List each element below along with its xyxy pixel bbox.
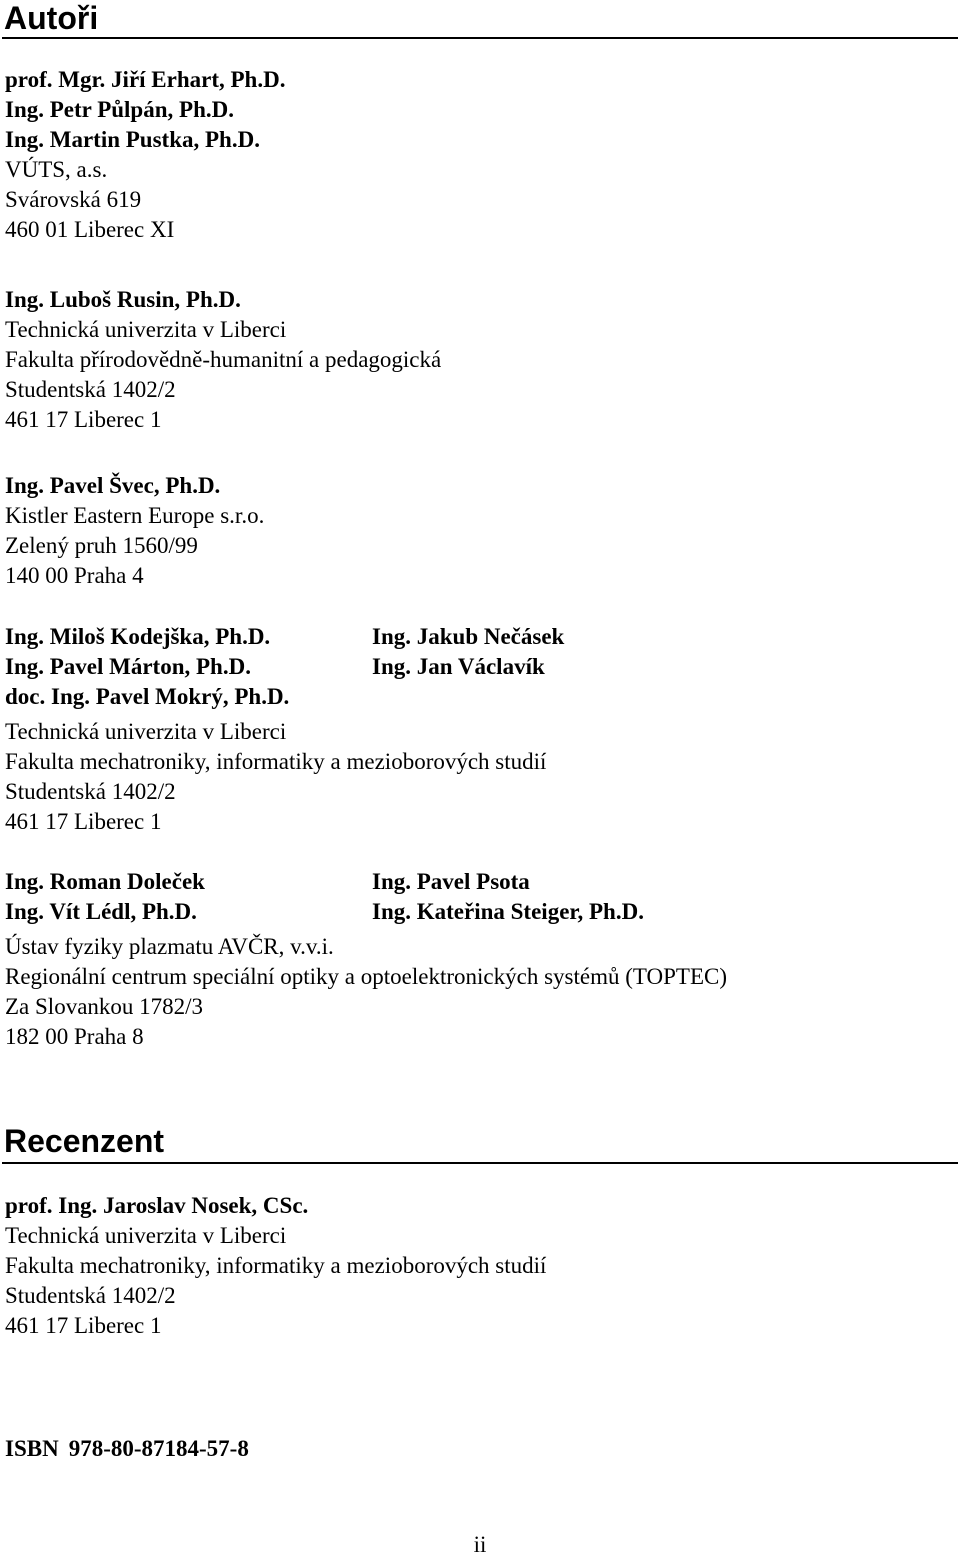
authors-heading-rule xyxy=(2,37,958,39)
address-line: Kistler Eastern Europe s.r.o. xyxy=(5,503,265,528)
reviewer-name: prof. Ing. Jaroslav Nosek, CSc. xyxy=(5,1193,309,1218)
names-right-column xyxy=(372,622,564,682)
address-line: Technická univerzita v Liberci xyxy=(5,1223,287,1248)
author-group-3 xyxy=(5,471,264,591)
isbn-label: ISBN xyxy=(5,1436,59,1461)
address-line: 182 00 Praha 8 xyxy=(5,1024,144,1049)
author-name: doc. Ing. Pavel Mokrý, Ph.D. xyxy=(5,684,290,709)
address-line: 460 01 Liberec XI xyxy=(5,217,175,242)
author-name: Ing. Jan Václavík xyxy=(372,654,545,679)
page-number: ii xyxy=(473,1532,487,1557)
address-line: Ústav fyziky plazmatu AVČR, v.v.i. xyxy=(5,934,334,959)
names-left-column xyxy=(5,867,205,927)
address-line: Studentská 1402/2 xyxy=(5,779,176,804)
author-name: Ing. Jakub Nečásek xyxy=(372,624,565,649)
author-name: Ing. Pavel Psota xyxy=(372,869,530,894)
isbn-line xyxy=(5,1434,249,1464)
author-group-4-names xyxy=(5,622,955,712)
address-line: Studentská 1402/2 xyxy=(5,377,176,402)
author-group-5-address xyxy=(5,932,727,1052)
author-group-1 xyxy=(5,65,285,245)
author-name: Ing. Kateřina Steiger, Ph.D. xyxy=(372,899,644,924)
author-group-4-address xyxy=(5,717,546,837)
reviewer-block xyxy=(5,1191,546,1341)
address-line: 461 17 Liberec 1 xyxy=(5,1313,162,1338)
reviewer-heading: Recenzent xyxy=(4,1123,165,1159)
author-name: Ing. Pavel Švec, Ph.D. xyxy=(5,473,221,498)
address-line: Svárovská 619 xyxy=(5,187,142,212)
names-right-column xyxy=(372,867,644,927)
names-left-column xyxy=(5,622,289,712)
author-name: Ing. Martin Pustka, Ph.D. xyxy=(5,127,260,152)
address-line: 461 17 Liberec 1 xyxy=(5,407,162,432)
author-name: Ing. Petr Půlpán, Ph.D. xyxy=(5,97,234,122)
author-group-5-names xyxy=(5,867,955,927)
address-line: 140 00 Praha 4 xyxy=(5,563,144,588)
author-name: Ing. Luboš Rusin, Ph.D. xyxy=(5,287,241,312)
address-line: Za Slovankou 1782/3 xyxy=(5,994,204,1019)
address-line: Regionální centrum speciální optiky a optoelektronických systémů (TOPTEC) xyxy=(5,964,728,989)
author-name: Ing. Roman Doleček xyxy=(5,869,205,894)
author-name: Ing. Pavel Márton, Ph.D. xyxy=(5,654,251,679)
author-name: prof. Mgr. Jiří Erhart, Ph.D. xyxy=(5,67,286,92)
author-name: Ing. Miloš Kodejška, Ph.D. xyxy=(5,624,271,649)
address-line: Fakulta mechatroniky, informatiky a mezioborových studií xyxy=(5,1253,547,1278)
address-line: Fakulta mechatroniky, informatiky a mezioborových studií xyxy=(5,749,547,774)
address-line: Zelený pruh 1560/99 xyxy=(5,533,198,558)
author-group-2 xyxy=(5,285,441,435)
address-line: Technická univerzita v Liberci xyxy=(5,719,287,744)
reviewer-heading-rule xyxy=(2,1162,958,1164)
address-line: Fakulta přírodovědně-humanitní a pedagogická xyxy=(5,347,442,372)
isbn-value: 978-80-87184-57-8 xyxy=(68,1436,249,1461)
address-line: Studentská 1402/2 xyxy=(5,1283,176,1308)
address-line: VÚTS, a.s. xyxy=(5,157,108,182)
address-line: Technická univerzita v Liberci xyxy=(5,317,287,342)
address-line: 461 17 Liberec 1 xyxy=(5,809,162,834)
authors-heading: Autoři xyxy=(4,0,99,36)
author-name: Ing. Vít Lédl, Ph.D. xyxy=(5,899,197,924)
